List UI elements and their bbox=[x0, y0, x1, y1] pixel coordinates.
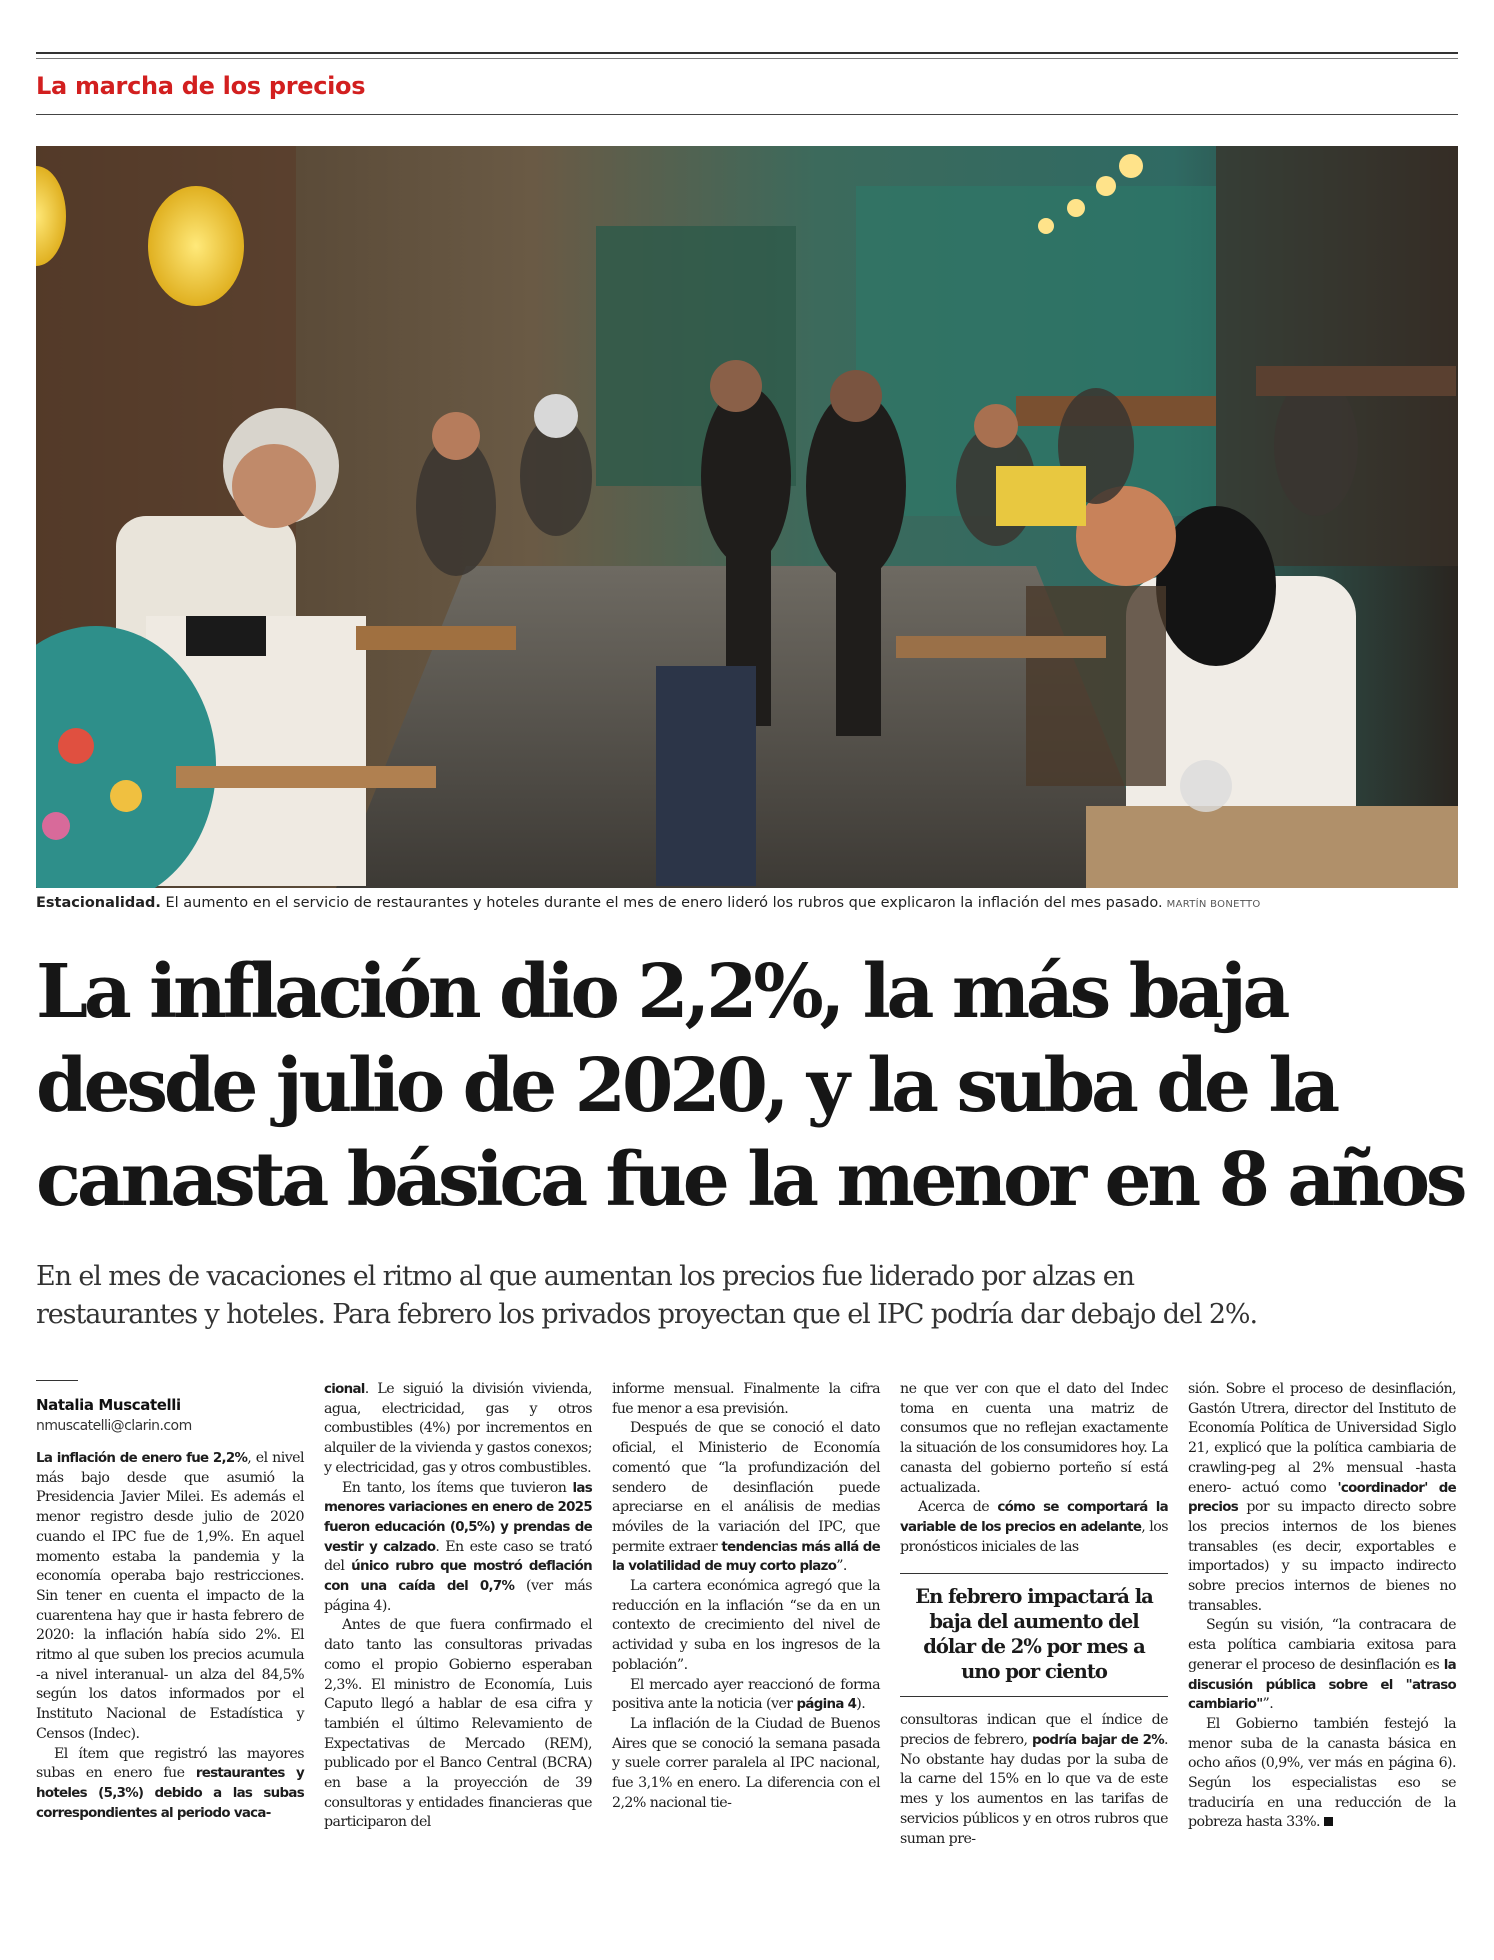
paragraph bbox=[900, 1498, 1168, 1557]
paragraph-text: La inflación de la Ciudad de Buenos Aires que se conoció la semana pasada y suele correr paralela al IPC nacional, fue 3,1% en enero. La diferencia con el 2,2% nacional tie- bbox=[612, 1715, 880, 1811]
bold-phrase: podría bajar de 2% bbox=[1032, 1733, 1165, 1749]
paragraph-text: sión. Sobre el proceso de desinflación, Gastón Utrera, director del Instituto de Economía Política de Universidad Siglo 21, explicó que la política cambiaria de crawling-peg al 2% mensual -hasta enero- actuó como bbox=[1188, 1381, 1456, 1496]
byline-rule bbox=[36, 1380, 78, 1381]
paragraph-text: ”. bbox=[836, 1558, 847, 1575]
headline-line-3: canasta básica fue la menor en 8 años bbox=[36, 1137, 1464, 1223]
paragraph bbox=[324, 1616, 592, 1833]
bold-phrase: único rubro que mostró deflación con una caída del 0,7% bbox=[324, 1559, 592, 1595]
paragraph-text: Antes de que fuera confirmado el dato tanto las consultoras privadas como el propio Gobierno esperaban 2,3%. El ministro de Economía, Luis Caputo llegó a hablar de esa cifra y también el último Relevamiento de Expectativas de Mercado (REM), publicado por el Banco Central (BCRA) en base a la proyección de 39 consultoras y entidades financieras que participaron del bbox=[324, 1617, 592, 1831]
paragraph-text: El ítem que registró las mayores subas en enero fue bbox=[36, 1745, 304, 1782]
pull-quote: En febrero impactará la baja del aumento del dólar de 2% por mes a uno por ciento bbox=[900, 1573, 1168, 1697]
article-column-5 bbox=[1188, 1380, 1456, 1833]
paragraph bbox=[324, 1380, 592, 1479]
paragraph-text: consultoras indican que el índice de precios de febrero, bbox=[900, 1712, 1168, 1749]
article-column-1 bbox=[36, 1380, 304, 1823]
headline-line-1: La inflación dio 2,2%, la más baja bbox=[36, 949, 1287, 1035]
paragraph-text: , el nivel más bajo desde que asumió la Presidencia Javier Milei. Es además el menor registro desde julio de 2020 cuando el IPC fue de 1,9%. En aquel momento estaba la pandemia y la economía operaba bajo restricciones. Sin tener en cuenta el impacto de la cuarentena hay que ir hasta febrero de 2020: la inflación había sido 2%. El ritmo al que suben los precios acumula -a nivel interanual- un alza del 84,5% según los datos informados por el Instituto Nacional de Estadística y Censos (Indec). bbox=[36, 1450, 304, 1742]
bold-phrase: cional bbox=[324, 1382, 365, 1397]
paragraph-text: por su impacto directo sobre los precios internos de los bienes transables (es decir, exportables e importados) y su impacto indirecto sobre precios internos de bienes no transables. bbox=[1188, 1499, 1456, 1614]
bold-phrase: restaurantes y hoteles (5,3%) debido a las subas correspondientes al periodo vaca- bbox=[36, 1766, 305, 1821]
dek-line-1: En el mes de vacaciones el ritmo al que aumentan los precios fue liderado por alzas en bbox=[36, 1261, 1134, 1292]
bold-phrase: página 4 bbox=[796, 1697, 857, 1713]
caption-text: El aumento en el servicio de restaurantes y hoteles durante el mes de enero lideró los rubros que explicaron la inflación del mes pasado. bbox=[165, 895, 1163, 911]
paragraph-text: . No obstante hay dudas por la suba de la carne del 15% en lo que va de este mes y los aumentos en las tarifas de servicios públicos y en otros rubros que suman pre- bbox=[900, 1732, 1168, 1847]
paragraph bbox=[1188, 1616, 1456, 1715]
bold-phrase: La inflación de enero fue 2,2% bbox=[36, 1451, 248, 1466]
article-column-4 bbox=[900, 1380, 1168, 1849]
paragraph-text: . En este caso se trató del bbox=[324, 1538, 592, 1575]
paragraph-text: El Gobierno también festejó la menor suba de la canasta básica en ocho años (0,9%, ver más en página 6). Según los especialistas eso se traduciría en una reducción de la pobreza hasta 33%. bbox=[1188, 1715, 1456, 1831]
paragraph-text: (ver más página 4). bbox=[324, 1578, 592, 1614]
photo-credit: MARTÍN BONETTO bbox=[1166, 899, 1261, 910]
photo-illustration bbox=[36, 146, 1458, 888]
paragraph-text: ne que ver con que el dato del Indec toma en cuenta una matriz de consumos que no reflejan exactamente la situación de los consumidores hoy. La canasta del gobierno porteño sí está actualizada. bbox=[900, 1381, 1168, 1496]
paragraph-text: El mercado ayer reaccionó de forma positiva ante la noticia (ver bbox=[612, 1676, 880, 1713]
paragraph-text: La cartera económica agregó que la reducción en la inflación “se da en un contexto de crecimiento del nivel de actividad y suba en los ingresos de la población”. bbox=[612, 1578, 880, 1673]
paragraph-text: Acerca de bbox=[918, 1499, 998, 1516]
paragraph bbox=[900, 1711, 1168, 1849]
paragraph-text: ”. bbox=[1262, 1696, 1274, 1713]
paragraph bbox=[900, 1380, 1168, 1498]
bold-phrase: tendencias más allá de la volatilidad de muy corto plazo bbox=[612, 1539, 881, 1575]
paragraph bbox=[36, 1449, 304, 1745]
paragraph bbox=[36, 1745, 304, 1824]
paragraph bbox=[1188, 1380, 1456, 1616]
caption-lead: Estacionalidad. bbox=[36, 895, 161, 911]
section-rule bbox=[36, 114, 1458, 115]
bold-phrase: las menores variaciones en enero de 2025 fueron educación (0,5%) y prendas de vestir y calzado bbox=[324, 1480, 592, 1555]
paragraph bbox=[612, 1577, 880, 1676]
paragraph-text: informe mensual. Finalmente la cifra fue menor a esa previsión. bbox=[612, 1381, 880, 1417]
bold-phrase: cómo se comportará la variable de los precios en adelante bbox=[900, 1500, 1168, 1535]
top-rule bbox=[36, 52, 1458, 59]
section-label: La marcha de los precios bbox=[36, 72, 366, 100]
paragraph-text: En tanto, los ítems que tuvieron bbox=[342, 1479, 573, 1496]
restaurant-photo bbox=[36, 146, 1458, 888]
dek-subtitle bbox=[36, 1258, 1458, 1334]
paragraph-text: . Le siguió la división vivienda, agua, electricidad, gas y otros combustibles (4%) por incrementos en alquiler de la vivienda y gastos conexos; y electricidad, gas y otros combustibles. bbox=[324, 1381, 592, 1476]
article-column-2 bbox=[324, 1380, 592, 1833]
dek-line-2: restaurantes y hoteles. Para febrero los privados proyectan que el IPC podría dar debajo del 2%. bbox=[36, 1299, 1257, 1330]
paragraph bbox=[324, 1479, 592, 1617]
bold-phrase: la discusión pública sobre el "atraso cambiario" bbox=[1188, 1657, 1456, 1713]
paragraph-text: , los pronósticos iniciales de las bbox=[900, 1518, 1168, 1555]
photo-caption bbox=[36, 895, 1458, 911]
end-mark-icon bbox=[1324, 1817, 1333, 1826]
headline-line-2: desde julio de 2020, y la suba de la bbox=[36, 1043, 1337, 1129]
byline-author: Natalia Muscatelli bbox=[36, 1396, 181, 1414]
byline-email[interactable]: nmuscatelli@clarin.com bbox=[36, 1418, 192, 1434]
paragraph-text: Según su visión, “la contracara de esta política cambiaria exitosa para generar el proceso de desinflación es bbox=[1188, 1617, 1456, 1673]
paragraph bbox=[612, 1715, 880, 1814]
paragraph-text: ). bbox=[856, 1696, 866, 1713]
article-column-3 bbox=[612, 1380, 880, 1813]
paragraph bbox=[612, 1380, 880, 1419]
paragraph bbox=[1188, 1715, 1456, 1833]
bold-phrase: 'coordinador' de precios bbox=[1188, 1480, 1456, 1516]
paragraph bbox=[612, 1419, 880, 1577]
paragraph-text: Después de que se conoció el dato oficial, el Ministerio de Economía comentó que “la profundización del sendero de desinflación puede apreciarse en el análisis de medias móviles de la variación del IPC, que permite extraer bbox=[612, 1420, 880, 1555]
headline bbox=[36, 945, 1466, 1227]
paragraph bbox=[612, 1676, 880, 1715]
